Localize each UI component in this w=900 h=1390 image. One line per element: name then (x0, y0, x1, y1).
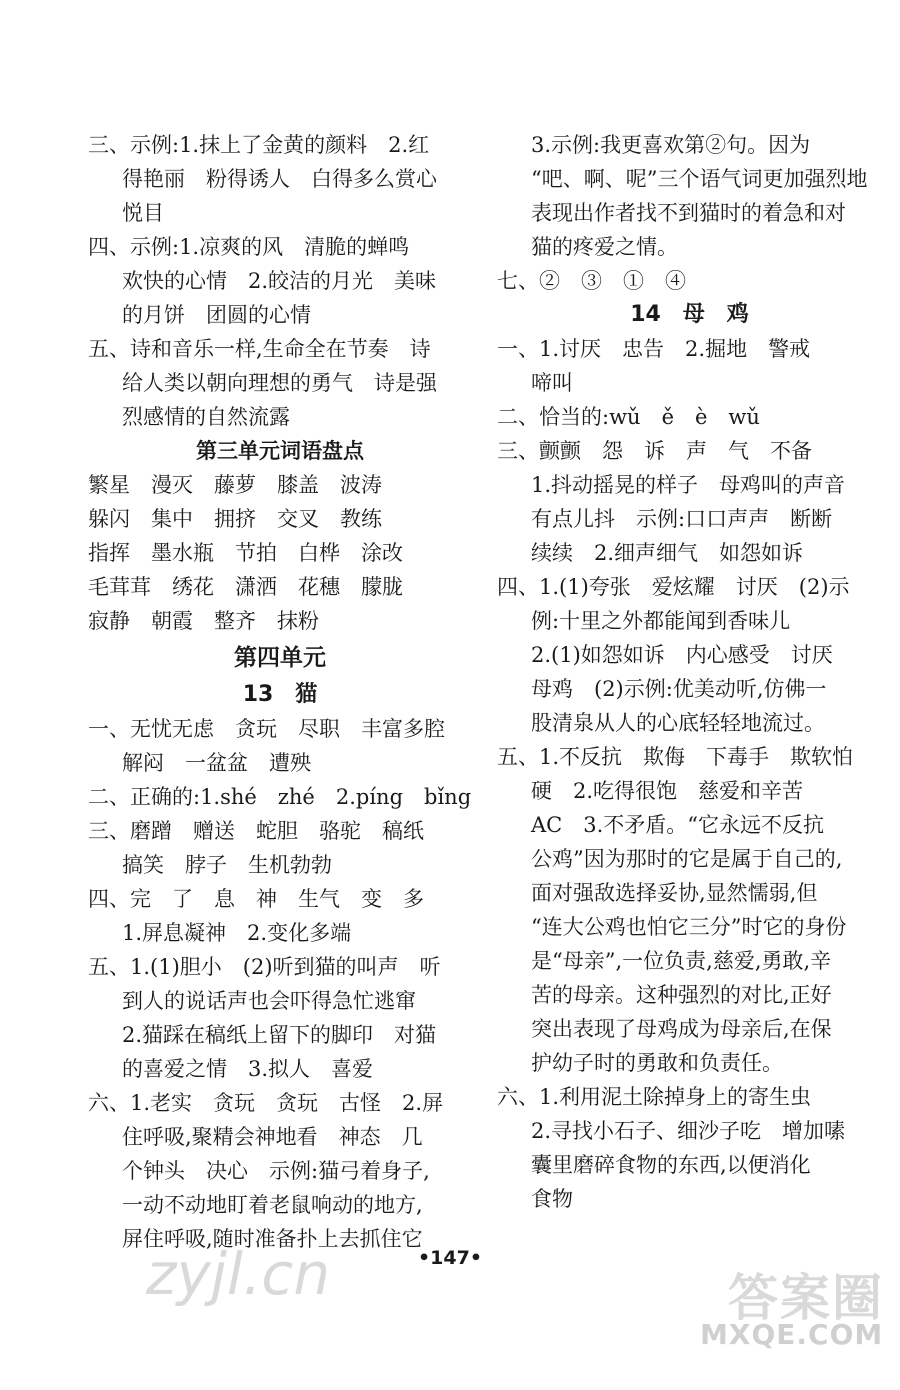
answer-line: 指挥 墨水瓶 节拍 白桦 涂改 (88, 541, 403, 565)
answer-line: 有点儿抖 示例:口口声声 断断 (531, 507, 833, 531)
answer-line: AC 3.不矛盾。“它永远不反抗 (531, 813, 825, 837)
answer-line: 突出表现了母鸡成为母亲后,在保 (531, 1017, 832, 1041)
section-heading: 第三单元词语盘点 (196, 439, 364, 463)
answer-line: 苦的母亲。这种强烈的对比,正好 (531, 983, 832, 1007)
answer-line: 例:十里之外都能闻到香味儿 (531, 609, 791, 633)
answer-line: 欢快的心情 2.皎洁的月光 美味 (122, 269, 437, 293)
answer-line: 2.(1)如怨如诉 内心感受 讨厌 (531, 643, 833, 667)
answer-line: 七、② ③ ① ④ (497, 269, 686, 293)
answer-line: 个钟头 决心 示例:猫弓着身子, (122, 1159, 430, 1183)
answer-line: 四、示例:1.凉爽的风 清脆的蝉鸣 (88, 235, 410, 259)
answer-line: 面对强敌选择妥协,显然懦弱,但 (531, 881, 818, 905)
answer-line: 六、1.利用泥土除掉身上的寄生虫 (497, 1085, 812, 1109)
answer-line: 啼叫 (531, 371, 573, 395)
answer-line: 四、完 了 息 神 生气 变 多 (88, 887, 424, 911)
answer-line: 的喜爱之情 3.拟人 喜爱 (122, 1057, 374, 1081)
answer-line: 一、无忧无虑 贪玩 尽职 丰富多腔 (88, 717, 445, 741)
answer-line: 囊里磨碎食物的东西,以便消化 (531, 1153, 811, 1177)
answer-line: 股清泉从人的心底轻轻地流过。 (531, 711, 825, 735)
page-number: •147• (418, 1247, 482, 1269)
answer-line: 的月饼 团圆的心情 (122, 303, 311, 327)
answer-line: 二、恰当的:wǔ ě è wǔ (497, 405, 760, 429)
answer-line: 六、1.老实 贪玩 贪玩 古怪 2.屏 (88, 1091, 444, 1115)
answer-line: 烈感情的自然流露 (122, 405, 290, 429)
answer-line: 三、磨蹭 赠送 蛇胆 骆驼 稿纸 (88, 819, 424, 843)
answer-line: 住呼吸,聚精会神地看 神态 几 (122, 1125, 423, 1149)
answer-line: 二、正确的:1.shé zhé 2.píng bǐng (88, 785, 472, 809)
answer-line: 搞笑 脖子 生机勃勃 (122, 853, 332, 877)
answer-line: 给人类以朝向理想的勇气 诗是强 (122, 371, 437, 395)
answer-line: 到人的说话声也会吓得急忙逃窜 (122, 989, 416, 1013)
answer-line: 一动不动地盯着老鼠响动的地方, (122, 1193, 423, 1217)
right-column (497, 128, 882, 1216)
answer-line: “连大公鸡也怕它三分”时它的身份 (531, 915, 847, 939)
answer-line: 寂静 朝霞 整齐 抹粉 (88, 609, 319, 633)
watermark-right: MXQE.COM (700, 1318, 884, 1351)
answer-line: 毛茸茸 绣花 潇洒 花穗 朦胧 (88, 575, 403, 599)
answer-line: 食物 (531, 1187, 573, 1211)
answer-line: 四、1.(1)夸张 爱炫耀 讨厌 (2)示 (497, 575, 850, 599)
answer-line: 繁星 漫灭 藤萝 膝盖 波涛 (88, 473, 382, 497)
watermark-left: zyjl.cn (146, 1240, 331, 1308)
answer-line: 躲闪 集中 拥挤 交叉 教练 (88, 507, 382, 531)
answer-line: 续续 2.细声细气 如怨如诉 (531, 541, 804, 565)
answer-line: 3.示例:我更喜欢第②句。因为 (531, 133, 811, 157)
section-heading: 13 猫 (242, 682, 318, 707)
answer-line: 五、1.(1)胆小 (2)听到猫的叫声 听 (88, 955, 441, 979)
answer-line: 1.屏息凝神 2.变化多端 (122, 921, 352, 945)
answer-line: 五、1.不反抗 欺侮 下毒手 欺软怕 (497, 745, 854, 769)
answer-line: 2.寻找小石子、细沙子吃 增加嗉 (531, 1119, 846, 1143)
answer-line: 三、示例:1.抹上了金黄的颜料 2.红 (88, 133, 430, 157)
answer-line: 得艳丽 粉得诱人 白得多么赏心 (122, 167, 437, 191)
section-heading: 第四单元 (234, 645, 326, 671)
answer-line: 五、诗和音乐一样,生命全在节奏 诗 (88, 337, 431, 361)
answer-line: 解闷 一盆盆 遭殃 (122, 751, 311, 775)
answer-line: 护幼子时的勇敢和负责任。 (531, 1051, 783, 1075)
answer-line: “吧、啊、呢”三个语气词更加强烈地 (531, 167, 868, 191)
answer-line: 屏住呼吸,随时准备扑上去抓住它 (122, 1227, 423, 1251)
answer-line: 一、1.讨厌 忠告 2.掘地 警戒 (497, 337, 811, 361)
section-heading: 14 母 鸡 (630, 302, 749, 327)
answer-line: 表现出作者找不到猫时的着急和对 (531, 201, 846, 225)
watermark-logo: 答案圈 (728, 1269, 884, 1327)
answer-line: 猫的疼爱之情。 (531, 235, 678, 259)
answer-line: 公鸡”因为那时的它是属于自己的, (531, 847, 843, 871)
answer-line: 三、颤颤 怨 诉 声 气 不备 (497, 439, 812, 463)
answer-line: 母鸡 (2)示例:优美动听,仿佛一 (531, 677, 827, 701)
answer-line: 是“母亲”,一位负责,慈爱,勇敢,辛 (531, 949, 832, 973)
answer-line: 1.抖动摇晃的样子 母鸡叫的声音 (531, 473, 846, 497)
left-column (88, 128, 472, 1256)
answer-line: 2.猫踩在稿纸上留下的脚印 对猫 (122, 1023, 437, 1047)
answer-line: 悦目 (122, 201, 164, 225)
answer-line: 硬 2.吃得很饱 慈爱和辛苦 (531, 779, 804, 803)
